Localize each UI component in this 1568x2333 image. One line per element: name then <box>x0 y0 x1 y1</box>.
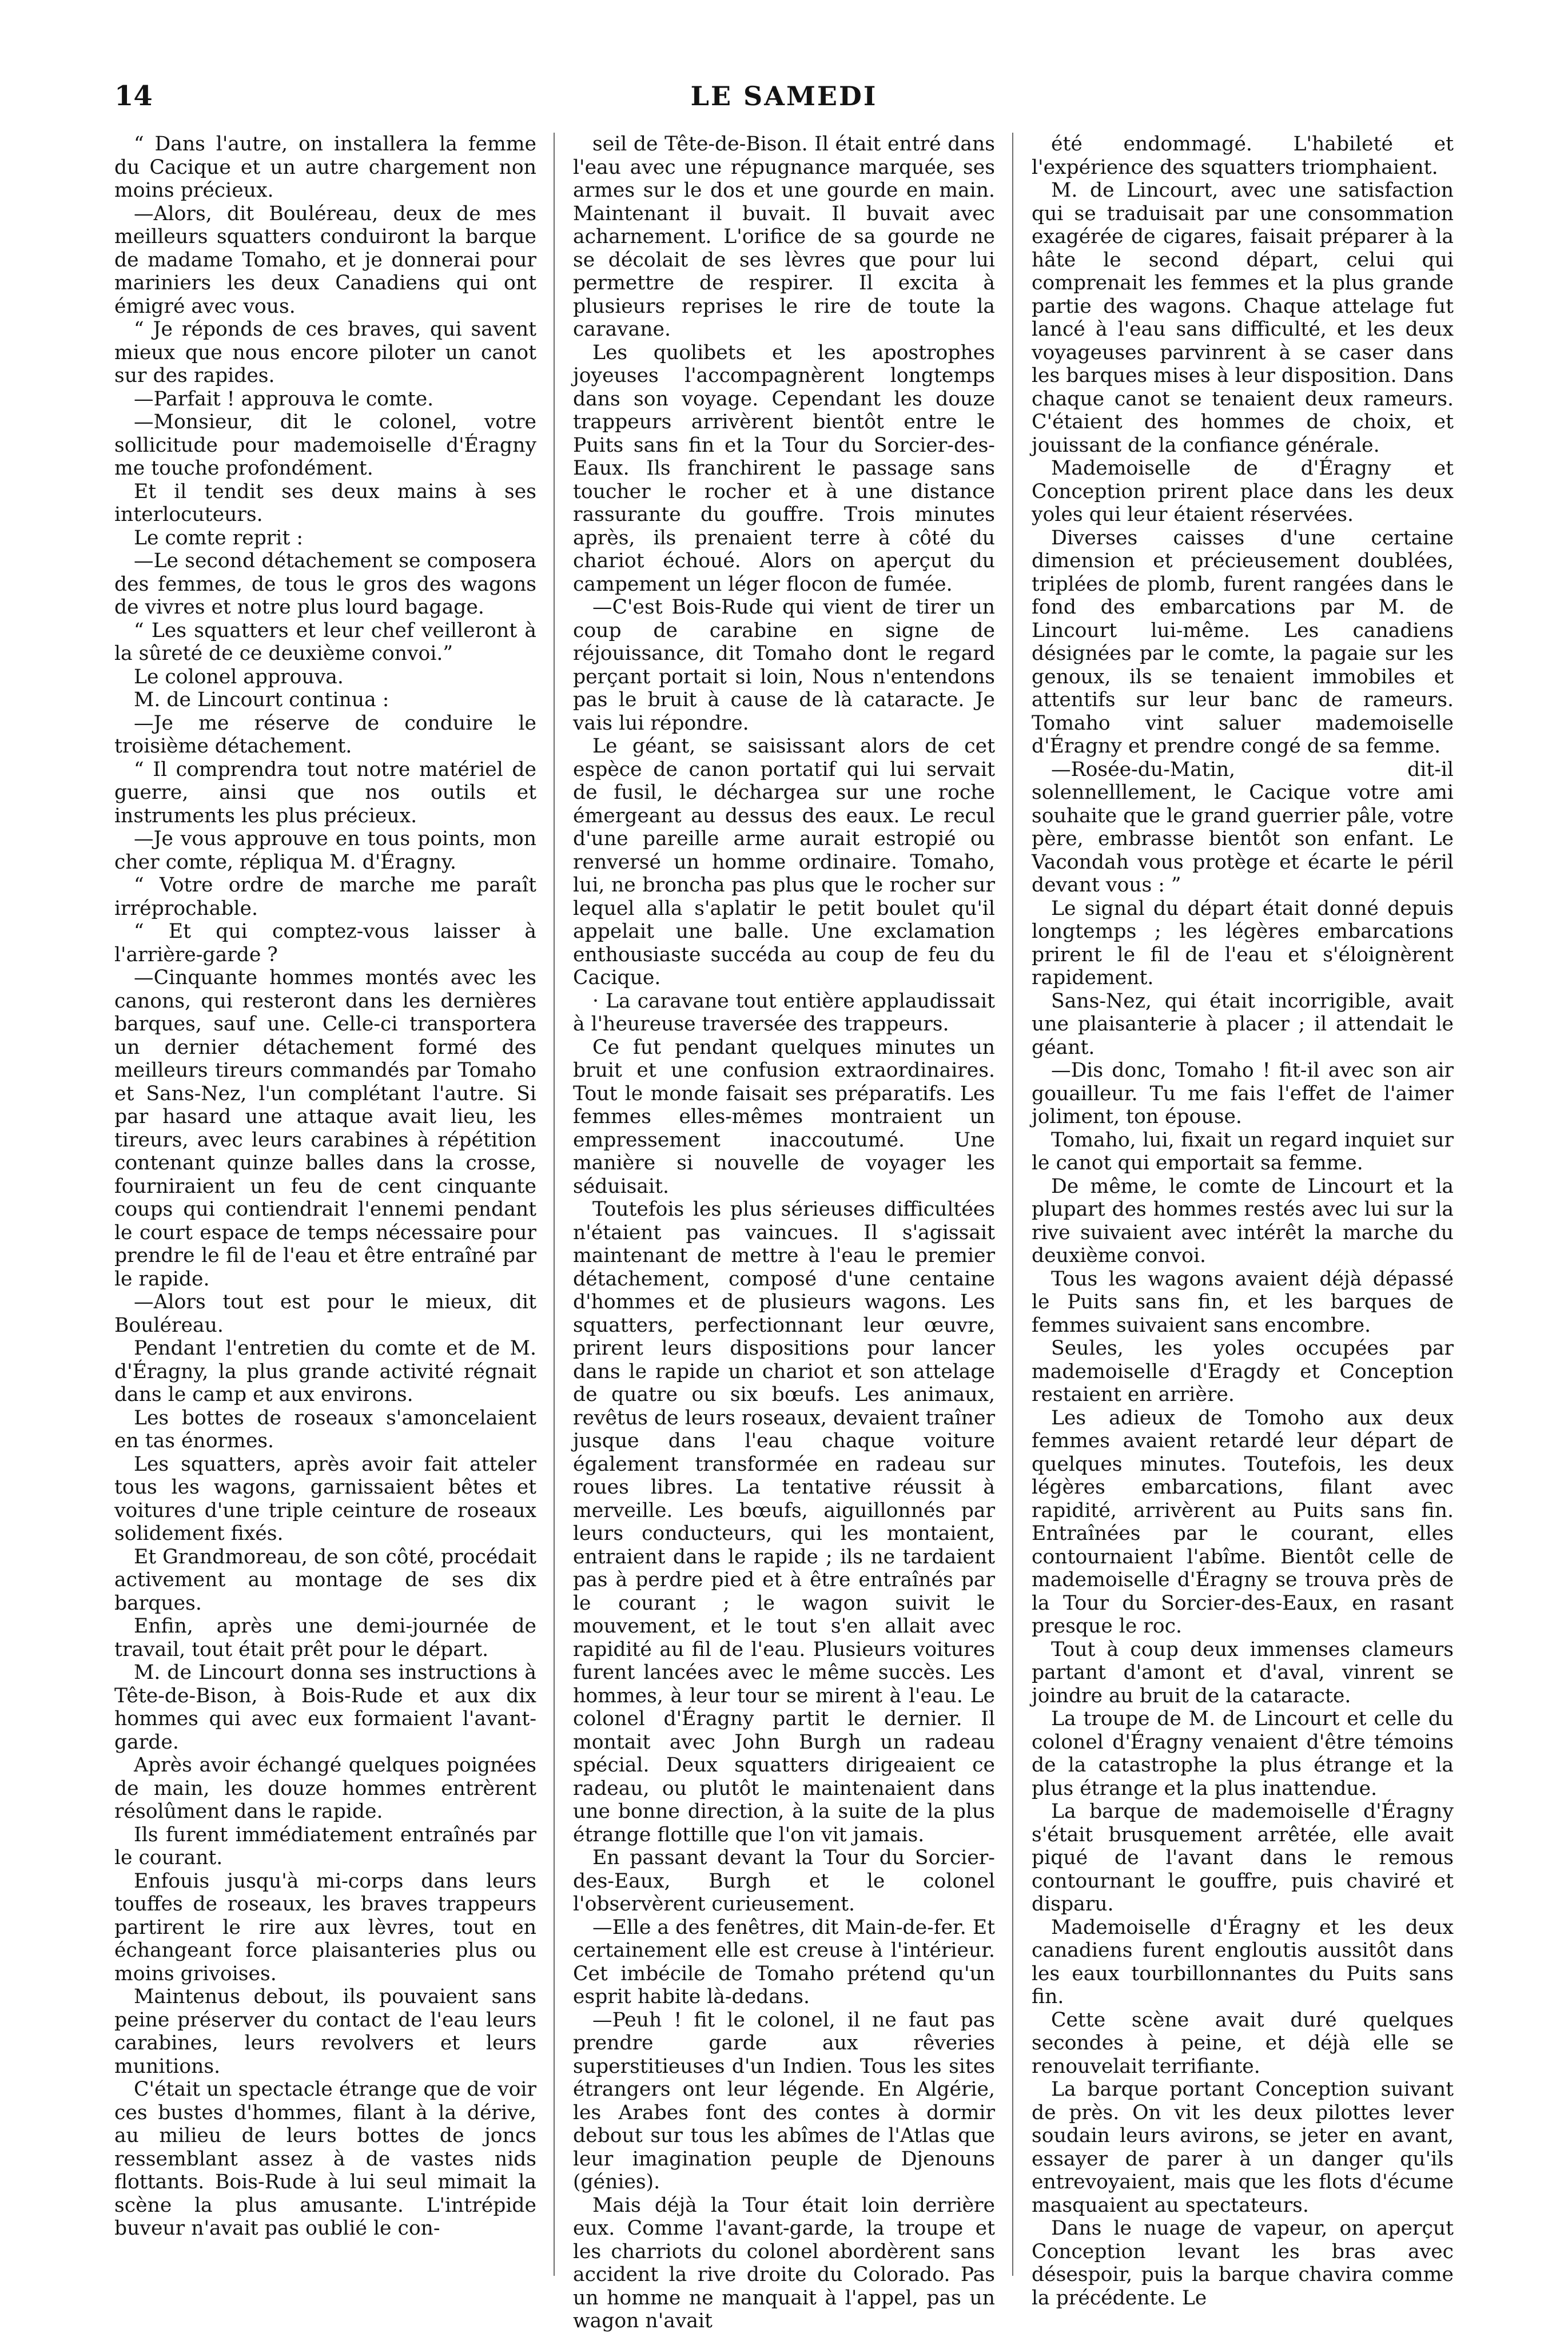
paragraph: Les adieux de Tomoho aux deux femmes avaient retardé leur départ de quelques minutes. Toutefois, les deux légères embarcations, filant avec rapidité, arrivèrent au Puits sans fin. Entraînées par le courant, elles contournaient l'abîme. Bientôt celle de mademoiselle d'Éragny se trouva près de la Tour du Sorcier-des-Eaux, en rasant presque le roc. <box>1032 1406 1454 1638</box>
paragraph: Cette scène avait duré quelques secondes à peine, et déjà elle se renouvelait terrifiante. <box>1032 2008 1454 2078</box>
paragraph: —Alors tout est pour le mieux, dit Bouléreau. <box>114 1291 536 1337</box>
page-number: 14 <box>114 80 153 112</box>
paragraph: La barque portant Conception suivant de près. On vit les deux pilottes lever soudain leurs avirons, se jeter en avant, essayer de parer à un danger qu'ils entrevoyaient, mais que les flots d'écume masquaient au spectateurs. <box>1032 2078 1454 2217</box>
paragraph: —Cinquante hommes montés avec les canons, qui resteront dans les dernières barques, sauf une. Celle-ci transportera un dernier détachement formé des meilleurs tireurs commandés par Tomaho et Sans-Nez, l'un complétant l'autre. Si par hasard une attaque avait lieu, les tireurs, avec leurs carabines à répétition contenant quinze balles dans la crosse, fourniraient un feu de cent cinquante coups qui contiendrait l'ennemi pendant le court espace de temps nécessaire pour prendre le fil de l'eau et être entraîné par le rapide. <box>114 966 536 1291</box>
paragraph: “ Votre ordre de marche me paraît irréprochable. <box>114 874 536 920</box>
paragraph: Et Grandmoreau, de son côté, procédait activement au montage de ses dix barques. <box>114 1545 536 1615</box>
paragraph: Seules, les yoles occupées par mademoiselle d'Eragdy et Conception restaient en arrière. <box>1032 1337 1454 1406</box>
paragraph: M. de Lincourt donna ses instructions à Tête-de-Bison, à Bois-Rude et aux dix hommes qui avec eux formaient l'avant-garde. <box>114 1661 536 1754</box>
paragraph: seil de Tête-de-Bison. Il était entré dans l'eau avec une répugnance marquée, ses armes sur le dos et une gourde en main. Maintenant il buvait. Il buvait avec acharnement. L'orifice de sa gourde ne se décolait de ses lèvres que pour lui permettre de respirer. Il excita à plusieurs reprises le rire de toute la caravane. <box>573 133 995 341</box>
paragraph: “ Les squatters et leur chef veilleront à la sûreté de ce deuxième convoi.” <box>114 619 536 665</box>
running-title: LE SAMEDI <box>690 81 878 112</box>
paragraph: été endommagé. L'habileté et l'expérience des squatters triomphaient. <box>1032 133 1454 179</box>
column-divider <box>554 133 555 2276</box>
text-column-2 <box>573 133 995 2332</box>
paragraph: Les quolibets et les apostrophes joyeuses l'accompagnèrent longtemps dans son voyage. Cependant les douze trappeurs arrivèrent bientôt entre le Puits sans fin et la Tour du Sorcier-des-Eaux. Ils franchirent le passage sans toucher le rocher et à une distance rassurante du gouffre. Trois minutes après, ils prenaient terre à côté du chariot échoué. Alors on aperçut du campement un léger flocon de fumée. <box>573 341 995 596</box>
paragraph: · La caravane tout entière applaudissait à l'heureuse traversée des trappeurs. <box>573 989 995 1036</box>
page-header <box>114 80 1454 120</box>
paragraph: Tomaho, lui, fixait un regard inquiet sur le canot qui emportait sa femme. <box>1032 1128 1454 1175</box>
paragraph: Le signal du départ était donné depuis longtemps ; les légères embarcations prirent le fil de l'eau et s'éloignèrent rapidement. <box>1032 897 1454 989</box>
paragraph: —Alors, dit Bouléreau, deux de mes meilleurs squatters conduiront la barque de madame Tomaho, et je donnerai pour mariniers les deux Canadiens qui ont émigré avec vous. <box>114 202 536 318</box>
paragraph: Tous les wagons avaient déjà dépassé le Puits sans fin, et les barques de femmes suivaient sans encombre. <box>1032 1267 1454 1337</box>
paragraph: —Le second détachement se composera des femmes, de tous le gros des wagons de vivres et notre plus lourd bagage. <box>114 550 536 619</box>
paragraph: —Monsieur, dit le colonel, votre sollicitude pour mademoiselle d'Éragny me touche profondément. <box>114 411 536 480</box>
paragraph: M. de Lincourt, avec une satisfaction qui se traduisait par une consommation exagérée de cigares, faisait préparer à la hâte le second départ, celui qui comprenait les femmes et la plus grande partie des wagons. Chaque attelage fut lancé à l'eau sans difficulté, et les deux voyageuses parvinrent à se caser dans les barques mises à leur disposition. Dans chaque canot se tenaient deux rameurs. C'étaient des hommes de choix, et jouissant de la confiance générale. <box>1032 179 1454 457</box>
paragraph: Sans-Nez, qui était incorrigible, avait une plaisanterie à placer ; il attendait le géant. <box>1032 989 1454 1059</box>
paragraph: Toutefois les plus sérieuses difficultées n'étaient pas vaincues. Il s'agissait maintenant de mettre à l'eau le premier détachement, composé d'une centaine d'hommes et de plusieurs wagons. Les squatters, perfectionnant leur œuvre, prirent leurs dispositions pour lancer dans le rapide un chariot et son attelage de quatre ou six bœufs. Les animaux, revêtus de leurs roseaux, devaient traîner jusque dans l'eau chaque voiture également transformée en radeau sur roues libres. La tentative réussit à merveille. Les bœufs, aiguillonnés par leurs conducteurs, qui les montaient, entraient dans le rapide ; ils ne tardaient pas à perdre pied et à être entraînés par le courant ; le wagon suivit le mouvement, et le tout s'en allait avec rapidité au fil de l'eau. Plusieurs voitures furent lancées avec le même succès. Les hommes, à leur tour se mirent à l'eau. Le colonel d'Éragny partit le dernier. Il montait avec John Burgh un radeau spécial. Deux squatters dirigeaient ce radeau, ou plutôt le maintenaient dans une bonne direction, à la suite de la plus étrange flottille que l'on vit jamais. <box>573 1198 995 1846</box>
paragraph: Les squatters, après avoir fait atteler tous les wagons, garnissaient bêtes et voitures d'une triple ceinture de roseaux solidement fixés. <box>114 1452 536 1545</box>
paragraph: “ Dans l'autre, on installera la femme du Cacique et un autre chargement non moins précieux. <box>114 133 536 202</box>
text-column-3 <box>1032 133 1454 2310</box>
paragraph: Mais déjà la Tour était loin derrière eux. Comme l'avant-garde, la troupe et les charriots du colonel abordèrent sans accident la rive droite du Colorado. Pas un homme ne manquait à l'appel, pas un wagon n'avait <box>573 2193 995 2332</box>
paragraph: De même, le comte de Lincourt et la plupart des hommes restés avec lui sur la rive suivaient avec intérêt la marche du deuxième convoi. <box>1032 1175 1454 1267</box>
paragraph: —Je vous approuve en tous points, mon cher comte, répliqua M. d'Éragny. <box>114 827 536 874</box>
text-column-1 <box>114 133 536 2276</box>
paragraph: —Peuh ! fit le colonel, il ne faut pas prendre garde aux rêveries superstitieuses d'un Indien. Tous les sites étrangers ont leur légende. En Algérie, les Arabes font des contes à dormir debout sur tous les abîmes de l'Atlas que leur imagination peuple de Djenouns (génies). <box>573 2008 995 2193</box>
paragraph: C'était un spectacle étrange que de voir ces bustes d'hommes, filant à la dérive, au milieu de leurs bottes de joncs ressemblant assez à de vastes nids flottants. Bois-Rude à lui seul mimait la scène la plus amusante. L'intrépide buveur n'avait pas oublié le con- <box>114 2078 536 2240</box>
column-divider <box>1012 133 1013 2276</box>
paragraph: La barque de mademoiselle d'Éragny s'était brusquement arrêtée, elle avait piqué de l'avant dans le remous contournant le gouffre, puis chaviré et disparu. <box>1032 1800 1454 1916</box>
paragraph: Le colonel approuva. <box>134 665 344 688</box>
paragraph: Enfouis jusqu'à mi-corps dans leurs touffes de roseaux, les braves trappeurs partirent le rire aux lèvres, tout en échangeant force plaisanteries plus ou moins grivoises. <box>114 1869 536 1985</box>
paragraph: Enfin, après une demi-journée de travail, tout était prêt pour le départ. <box>114 1615 536 1661</box>
paragraph: Et il tendit ses deux mains à ses interlocuteurs. <box>114 480 536 526</box>
paragraph: Le géant, se saisissant alors de cet espèce de canon portatif qui lui servait de fusil, le déchargea sur une roche émergeant au dessus des eaux. Le recul d'une pareille arme aurait estropié ou renversé un homme ordinaire. Tomaho, lui, ne broncha pas plus que le rocher sur lequel alla s'aplatir le petit boulet qu'il appelait une balle. Une exclamation enthousiaste succéda au coup de feu du Cacique. <box>573 735 995 989</box>
paragraph: “ Il comprendra tout notre matériel de guerre, ainsi que nos outils et instruments les plus précieux. <box>114 758 536 827</box>
paragraph: “ Et qui comptez-vous laisser à l'arrière-garde ? <box>114 920 536 966</box>
paragraph: Mademoiselle de d'Éragny et Conception prirent place dans les deux yoles qui leur étaient réservées. <box>1032 457 1454 526</box>
paragraph: Dans le nuage de vapeur, on aperçut Conception levant les bras avec désespoir, puis la barque chavira comme la précédente. Le <box>1032 2217 1454 2310</box>
paragraph: Diverses caisses d'une certaine dimension et précieusement doublées, triplées de plomb, furent rangées dans le fond des embarcations par M. de Lincourt lui-même. Les canadiens désignées par le comte, la pagaie sur les genoux, ils se tenaient immobiles et attentifs sur leur banc de rameurs. Tomaho vint saluer mademoiselle d'Éragny et prendre congé de sa femme. <box>1032 526 1454 758</box>
paragraph: —Parfait ! approuva le comte. <box>134 387 434 411</box>
paragraph: La troupe de M. de Lincourt et celle du colonel d'Éragny venaient d'être témoins de la catastrophe la plus étrange et la plus étrange et la plus inattendue. <box>1032 1707 1454 1800</box>
paragraph: Ce fut pendant quelques minutes un bruit et une confusion extraordinaires. Tout le monde faisait ses préparatifs. Les femmes elles-mêmes montraient un empressement inaccoutumé. Une manière si nouvelle de voyager les séduisait. <box>573 1036 995 1198</box>
paragraph: —C'est Bois-Rude qui vient de tirer un coup de carabine en signe de réjouissance, dit Tomaho dont le regard perçant portait si loin, Nous n'entendons pas le bruit à cause de là cataracte. Je vais lui répondre. <box>573 596 995 735</box>
paragraph: Maintenus debout, ils pouvaient sans peine préserver du contact de l'eau leurs carabines, leurs revolvers et leurs munitions. <box>114 1985 536 2078</box>
paragraph: —Dis donc, Tomaho ! fit-il avec son air gouailleur. Tu me fais l'effet de l'aimer joliment, ton épouse. <box>1032 1059 1454 1128</box>
paragraph: “ Je réponds de ces braves, qui savent mieux que nous encore piloter un canot sur des rapides. <box>114 318 536 387</box>
paragraph: Tout à coup deux immenses clameurs partant d'amont et d'aval, vinrent se joindre au bruit de la cataracte. <box>1032 1638 1454 1707</box>
paragraph: Mademoiselle d'Éragny et les deux canadiens furent engloutis aussitôt dans les eaux tourbillonnantes du Puits sans fin. <box>1032 1916 1454 2008</box>
paragraph: Les bottes de roseaux s'amoncelaient en tas énormes. <box>114 1406 536 1452</box>
paragraph: —Je me réserve de conduire le troisième détachement. <box>114 711 536 758</box>
paragraph: —Elle a des fenêtres, dit Main-de-fer. Et certainement elle est creuse à l'intérieur. Cet imbécile de Tomaho prétend qu'un esprit habite là-dedans. <box>573 1916 995 2008</box>
paragraph: En passant devant la Tour du Sorcier-des-Eaux, Burgh et le colonel l'observèrent curieusement. <box>573 1846 995 1916</box>
paragraph: —Rosée-du-Matin, dit-il solennelllement, le Cacique votre ami souhaite que le grand guerrier pâle, votre père, embrasse bientôt son enfant. Le Vacondah vous protège et écarte le péril devant vous : ” <box>1032 758 1454 897</box>
paragraph: Le comte reprit : <box>134 526 303 550</box>
paragraph: M. de Lincourt continua : <box>134 688 389 711</box>
paragraph: Après avoir échangé quelques poignées de main, les douze hommes entrèrent résolûment dans le rapide. <box>114 1754 536 1823</box>
paragraph: Ils furent immédiatement entraînés par le courant. <box>114 1823 536 1869</box>
paragraph: Pendant l'entretien du comte et de M. d'Éragny, la plus grande activité régnait dans le camp et aux environs. <box>114 1337 536 1406</box>
